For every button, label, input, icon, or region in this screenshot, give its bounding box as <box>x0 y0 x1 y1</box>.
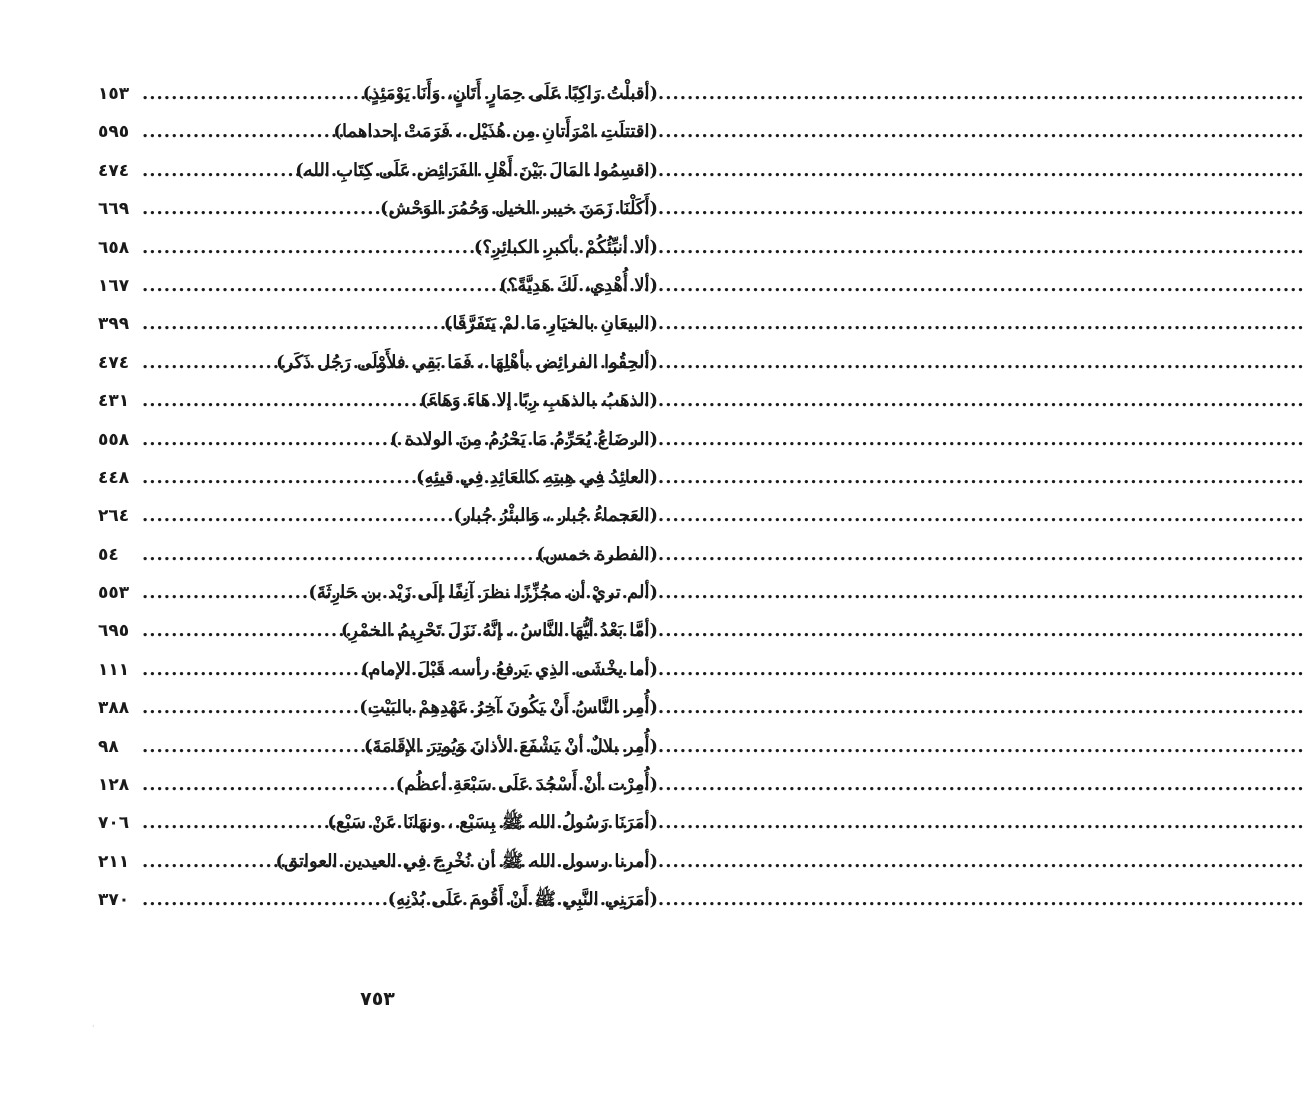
leader-dots <box>142 696 355 720</box>
hadith-text: (ألحِقُوا الفرائِض بأهْلِهَا ، فَمَا بَقِي فلأَوْلَى رَجُل ذَكَر) <box>276 351 658 373</box>
hadith-text: (أمَرَنِي النَّبِي ﷺ أَنْ أَقُومَ عَلَى بُدْنِهِ) <box>387 889 658 911</box>
page-ref: ٤٤٨ <box>98 467 130 488</box>
index-entry <box>98 274 658 312</box>
hadith-text: (ألا أنبِّئُكُمْ بأكبرِ الكبائِرِ؟) <box>473 236 658 258</box>
index-entry <box>98 619 658 657</box>
page-ref: ٥٥٣ <box>98 583 130 604</box>
margin-mark: · <box>92 1022 95 1031</box>
leader-dots <box>142 197 376 221</box>
leader-dots <box>142 351 272 375</box>
page-ref: ٣٩٩ <box>98 314 130 335</box>
hadith-text: (الذهَبُ بالذهَبِ رِبًا إلا هَاءَ وَهَاءَ) <box>419 390 658 412</box>
hadith-text: (أمرنا رسول الله ﷺ أن نُخْرِجَ فِي العيدين العواتق) <box>275 850 658 872</box>
hadith-text: (أما يخْشَى الذِي يَرفعُ رأسه قَبْلَ الإمام) <box>360 658 658 680</box>
leader-dots <box>142 389 416 413</box>
hadith-text: (ألا أُهْدِي، لَكَ هَدِيَّةً؟) <box>499 274 658 296</box>
page-ref: ٤٣١ <box>98 391 130 412</box>
index-entry <box>98 82 658 120</box>
hadith-text: (العَجماءُ جُبار ، وَالبئْرُ جُبار) <box>453 505 658 527</box>
leader-dots <box>142 428 386 452</box>
leader-dots <box>142 735 360 759</box>
leader-dots <box>142 773 392 797</box>
page-ref: ١١١ <box>98 659 130 680</box>
page-ref: ٢٦٤ <box>98 506 130 527</box>
leader-dots <box>142 811 323 835</box>
page-ref: ١٥٣ <box>98 84 130 104</box>
hadith-text: (أُمِر النَّاسُ أَنْ يَكُونَ آخِرُ عَهْدِهِمْ بالبَيْتِ) <box>359 697 658 719</box>
leader-dots <box>142 120 329 144</box>
index-entry <box>98 351 658 389</box>
index-entry <box>98 159 658 197</box>
leader-dots <box>142 581 304 605</box>
leader-dots <box>142 658 357 682</box>
leader-dots <box>142 504 450 528</box>
index-entry <box>98 888 658 926</box>
page-ref: ٢١١ <box>98 851 130 872</box>
page-ref: ٤٧٤ <box>98 352 130 373</box>
index-entry <box>98 389 658 427</box>
hadith-text: (الرضَاعُ يُحَرِّمُ مَا يَحْرُمُ مِنَ الولادة ) <box>390 428 658 450</box>
page-ref: ١٦٧ <box>98 275 130 296</box>
page-ref: ٤٧٤ <box>98 160 130 181</box>
hadith-text: (ألم تريْ أن مجُزِّزًا نظرَ آنِفًا إلَى زَيْد بن حَارِثَةَ) <box>308 582 658 604</box>
leader-dots <box>142 466 412 490</box>
index-entry <box>98 811 658 849</box>
leader-dots <box>142 274 495 298</box>
page-ref: ٣٧٠ <box>98 890 130 911</box>
leader-dots <box>142 236 470 260</box>
index-entry <box>98 466 658 504</box>
hadith-text: (اقتتلَتِ امْرَأَتانِ مِن هُذَيْل ، فَرَمَتْ إحداهما) <box>333 121 658 143</box>
page-ref: ٩٨ <box>98 736 119 757</box>
index-entry <box>98 543 658 581</box>
page-ref: ٥٩٥ <box>98 122 130 143</box>
index-entry <box>98 504 658 542</box>
hadith-text: (أقبلْتُ رَاكِبًا عَلَى حِمَارٍ أَتَانٍ، وَأَنَا يَوْمَئِذٍ) <box>362 83 658 104</box>
hadith-text: (أمَّا بَعْدُ أيُّهَا النَّاسُ ، إنَّهُ نَزَلَ تَحْرِيمُ الخمْرِ) <box>340 620 658 642</box>
hadith-text: (أَكَلْنَا زَمَنَ خيبر الخيل وَحُمُرَ الوَحْش) <box>380 198 658 220</box>
index-entry <box>98 197 658 235</box>
index-entry <box>98 735 658 773</box>
page-ref: ٥٤ <box>98 544 119 565</box>
index-entry <box>98 312 658 350</box>
hadith-text: (الفطرة خمس) <box>536 543 658 565</box>
leader-dots <box>142 543 533 567</box>
hadith-text: (العائِدُ فِي هِبتِهِ كالعَائِدِ فِي قيئِهِ) <box>416 466 658 488</box>
leader-dots <box>142 312 440 336</box>
page-ref: ٦٦٩ <box>98 199 130 220</box>
page-ref: ٧٠٦ <box>98 813 130 834</box>
index-entry <box>98 773 658 811</box>
page-ref: ٦٩٥ <box>98 621 130 642</box>
page-ref: ٣٨٨ <box>98 698 130 719</box>
hadith-text: (أُمِرْت أنْ أَسْجُدَ عَلَى سَبْعَةِ أعظُم) <box>395 774 658 796</box>
hadith-index-list <box>98 82 658 927</box>
hadith-text: (البيعَانِ بالخيَارِ مَا لمْ يَتَفَرَّقَا) <box>443 313 658 335</box>
leader-dots <box>142 159 291 183</box>
page-number: ٧٥٣ <box>360 988 395 1010</box>
leader-dots <box>142 82 359 106</box>
index-entry <box>98 696 658 734</box>
leader-dots <box>142 619 337 643</box>
hadith-text: (أمَرَنَا رَسُولُ الله ﷺ بِسَبْع ، ونهَانَا عَنْ سَبْع) <box>327 812 658 834</box>
leader-dots <box>142 888 384 912</box>
index-entry <box>98 850 658 888</box>
index-entry <box>98 120 658 158</box>
index-entry <box>98 581 658 619</box>
hadith-text: (اقسِمُوا المَالَ بَيْنَ أَهْلِ الفَرَائِض عَلَى كِتَابِ الله) <box>295 159 658 181</box>
index-entry <box>98 428 658 466</box>
hadith-text: (أُمِر بلالٌ أنْ يَشْفَعَ الأذانَ وَيُوتِرَ الإقَامَةَ) <box>363 735 658 757</box>
page-ref: ٦٥٨ <box>98 237 130 258</box>
index-entry <box>98 236 658 274</box>
leader-dots <box>142 850 272 874</box>
index-entry <box>98 658 658 696</box>
page-ref: ٥٥٨ <box>98 429 130 450</box>
page-ref: ١٢٨ <box>98 775 130 796</box>
